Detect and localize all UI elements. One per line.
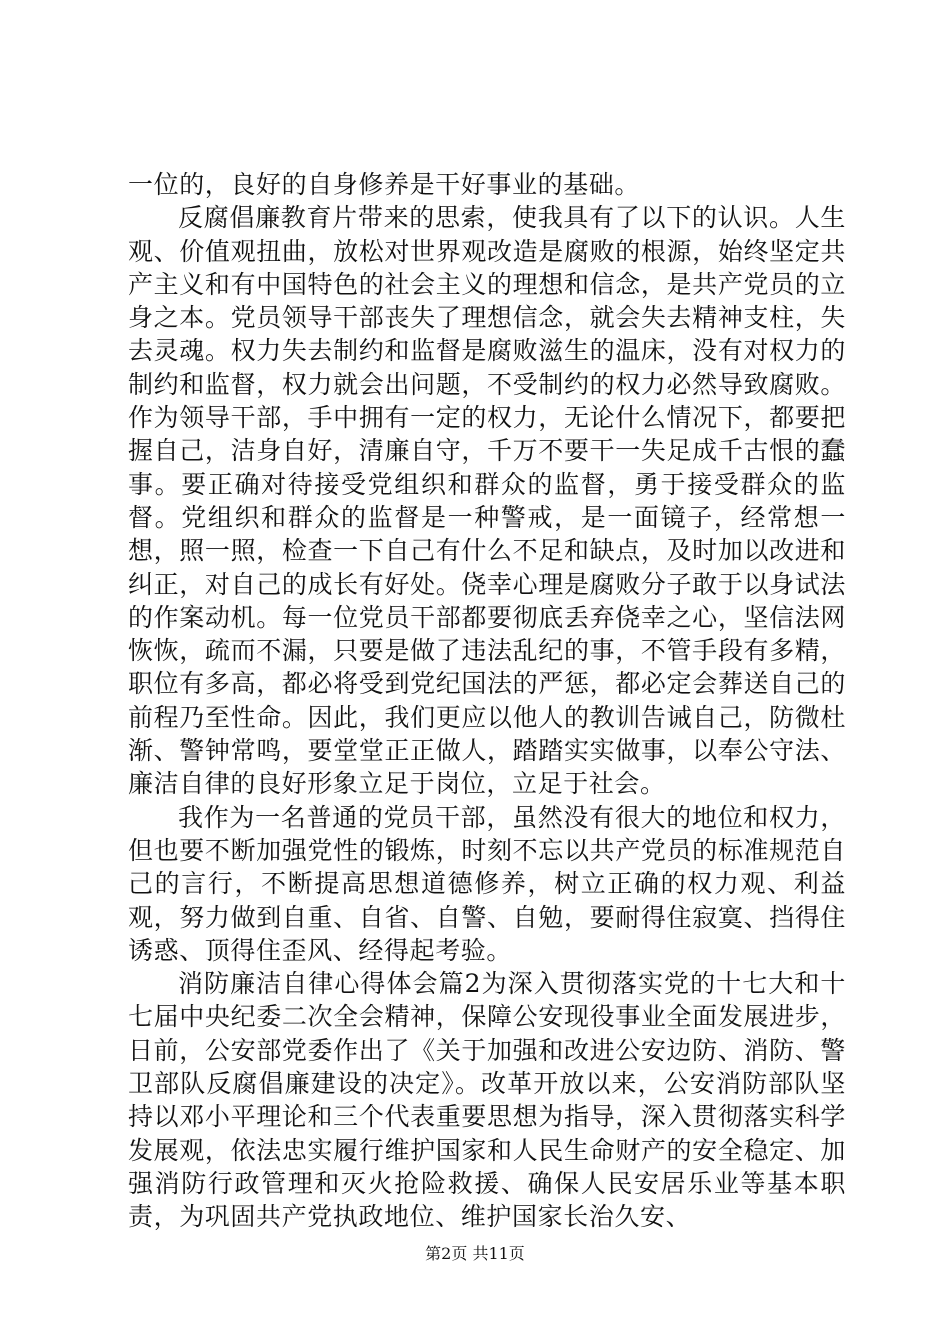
paragraph-1: 一位的，良好的自身修养是干好事业的基础。	[128, 170, 641, 199]
paragraph-3: 我作为一名普通的党员干部，虽然没有很大的地位和权力，但也要不断加强党性的锻炼，时刻不忘以共产党员的标准规范自己的言行，不断提高思想道德修养，树立正确的权力观、利益观，努力做到自重、自省、自警、自勉，要耐得住寂寞、挡得住诱惑、顶得住歪风、经得起考验。	[128, 802, 846, 965]
paragraph-2: 反腐倡廉教育片带来的思索，使我具有了以下的认识。人生观、价值观扭曲，放松对世界观改造是腐败的根源，始终坚定共产主义和有中国特色的社会主义的理想和信念，是共产党员的立身之本。党员领导干部丧失了理想信念，就会失去精神支柱，失去灵魂。权力失去制约和监督是腐败滋生的温床，没有对权力的制约和监督，权力就会出问题，不受制约的权力必然导致腐败。作为领导干部，手中拥有一定的权力，无论什么情况下，都要把握自己，洁身自好，清廉自守，千万不要干一失足成千古恨的蠢事。要正确对待接受党组织和群众的监督，勇于接受群众的监督。党组织和群众的监督是一种警戒，是一面镜子，经常想一想，照一照，检查一下自己有什么不足和缺点，及时加以改进和纠正，对自己的成长有好处。侥幸心理是腐败分子敢于以身试法的作案动机。每一位党员干部都要彻底丢弃侥幸之心，坚信法网恢恢，疏而不漏，只要是做了违法乱纪的事，不管手段有多精，职位有多高，都必将受到党纪国法的严惩，都必定会葬送自己的前程乃至性命。因此，我们更应以他人的教训告诫自己，防微杜渐、警钟常鸣，要堂堂正正做人，踏踏实实做事，以奉公守法、廉洁自律的良好形象立足于岗位，立足于社会。	[128, 203, 846, 799]
page-number-footer: 第2页 共11页	[425, 1244, 525, 1263]
document-body	[128, 168, 846, 1234]
paragraph-4: 消防廉洁自律心得体会篇2为深入贯彻落实党的十七大和十七届中央纪委二次全会精神，保障公安现役事业全面发展进步，日前，公安部党委作出了《关于加强和改进公安边防、消防、警卫部队反腐倡廉建设的决定》。改革开放以来，公安消防部队坚持以邓小平理论和三个代表重要思想为指导，深入贯彻落实科学发展观，依法忠实履行维护国家和人民生命财产的安全稳定、加强消防行政管理和灭火抢险救援、确保人民安居乐业等基本职责，为巩固共产党执政地位、维护国家长治久安、	[128, 969, 846, 1232]
